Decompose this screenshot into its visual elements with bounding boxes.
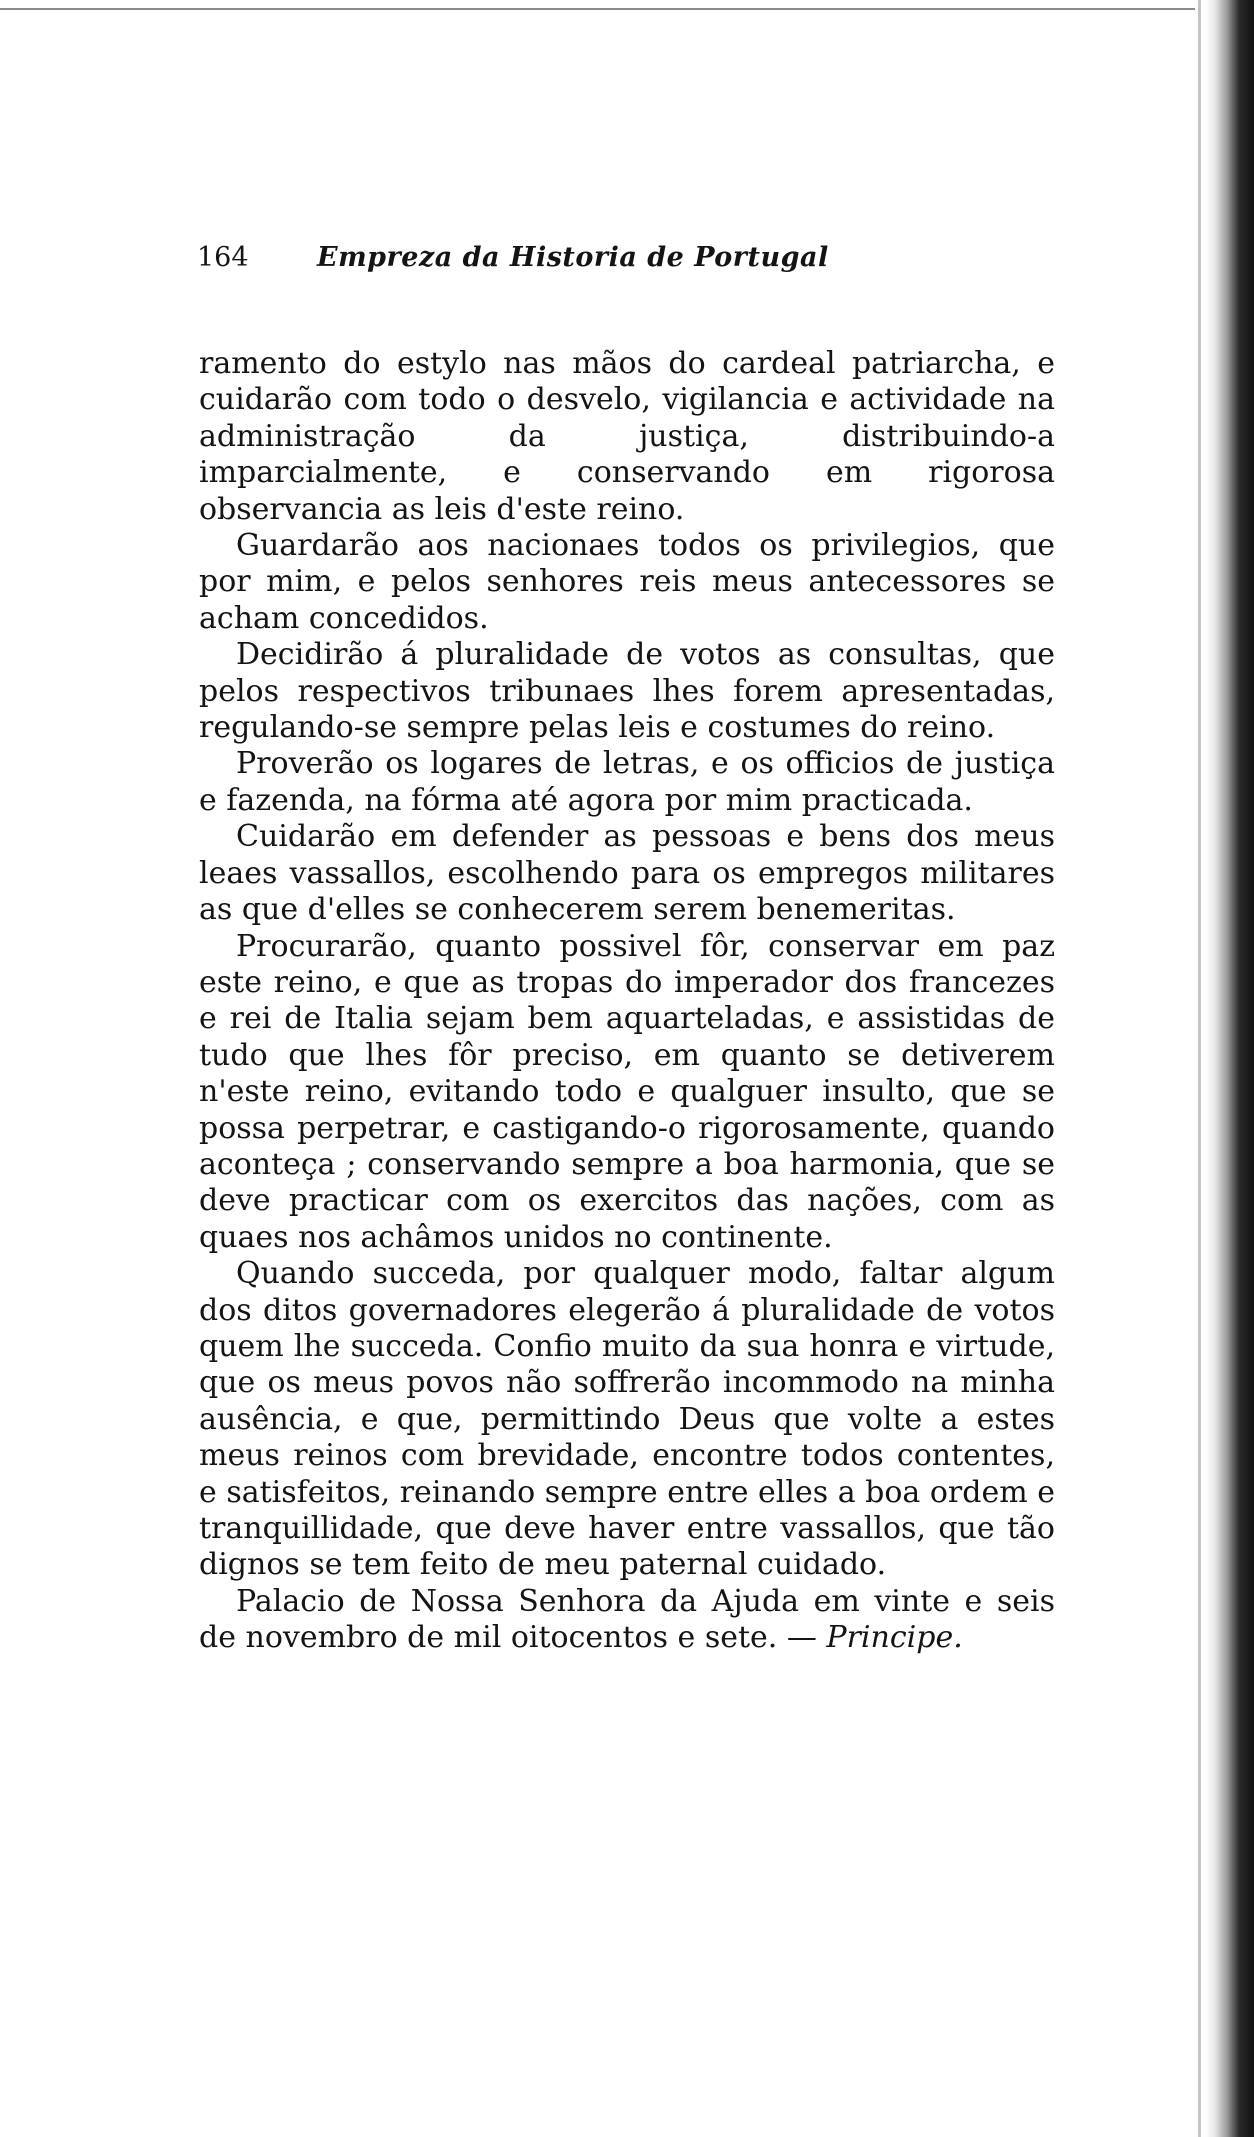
closing-text: Palacio de Nossa Senhora da Ajuda em vinte e seis de novembro de mil oitocentos e sete. — [199,1583,1055,1656]
paragraph-7: Quando succeda, por qualquer modo, faltar algum dos ditos governadores elegerão á pluralidade de votos quem lhe succeda. Confio muito da sua honra e virtude, que os meus povos não soffrerão incommodo na minha ausência, e que, permittindo Deus que volte a estes meus reinos com brevidade, encontre todos contentes, e satisfeitos, reinando sempre entre elles a boa ordem e tranquillidade, que deve haver entre vassallos, que tão dignos se tem feito de meu paternal cuidado. [199,1256,1055,1583]
running-title: Empreza da Historia de Portugal [317,242,829,273]
paragraph-6: Procurarão, quanto possivel fôr, conservar em paz este reino, e que as tropas do imperador dos francezes e rei de Italia sejam bem aquarteladas, e assistidas de tudo que lhes fôr preciso, em quanto se detiverem n'este reino, evitando todo e qualguer insulto, que se possa perpetrar, e castigando-o rigorosamente, quando aconteça ; conservando sempre a boa harmonia, que se deve practicar com os exercitos das nações, com as quaes nos achâmos unidos no continente. [199,928,1055,1255]
spine-shadow [1205,0,1254,2137]
paragraph-5: Cuidarão em defender as pessoas e bens dos meus leaes vassallos, escolhendo para os empregos militares as que d'elles se conhecerem serem benemeritas. [199,819,1055,928]
signature: Principe. [826,1620,963,1656]
body-text [199,346,1055,1657]
paragraph-4: Proverão os logares de letras, e os officios de justiça e fazenda, na fórma até agora por mim practicada. [199,746,1055,818]
page-number: 164 [197,242,249,273]
paragraph-3: Decidirão á pluralidade de votos as consultas, que pelos respectivos tribunaes lhes forem apresentadas, regulando-se sempre pelas leis e costumes do reino. [199,637,1055,746]
closing-paragraph [199,1584,1055,1657]
running-header [197,236,997,280]
paragraph-1: ramento do estylo nas mãos do cardeal patriarcha, e cuidarão com todo o desvelo, vigilancia e actividade na administração da justiça, distribuindo-a imparcialmente, e conservando em rigorosa observancia as leis d'este reino. [199,346,1055,527]
top-rule [0,8,1195,10]
spine-edge [1198,0,1201,2137]
paragraph-2: Guardarão aos nacionaes todos os privilegios, que por mim, e pelos senhores reis meus antecessores se acham concedidos. [199,528,1055,636]
